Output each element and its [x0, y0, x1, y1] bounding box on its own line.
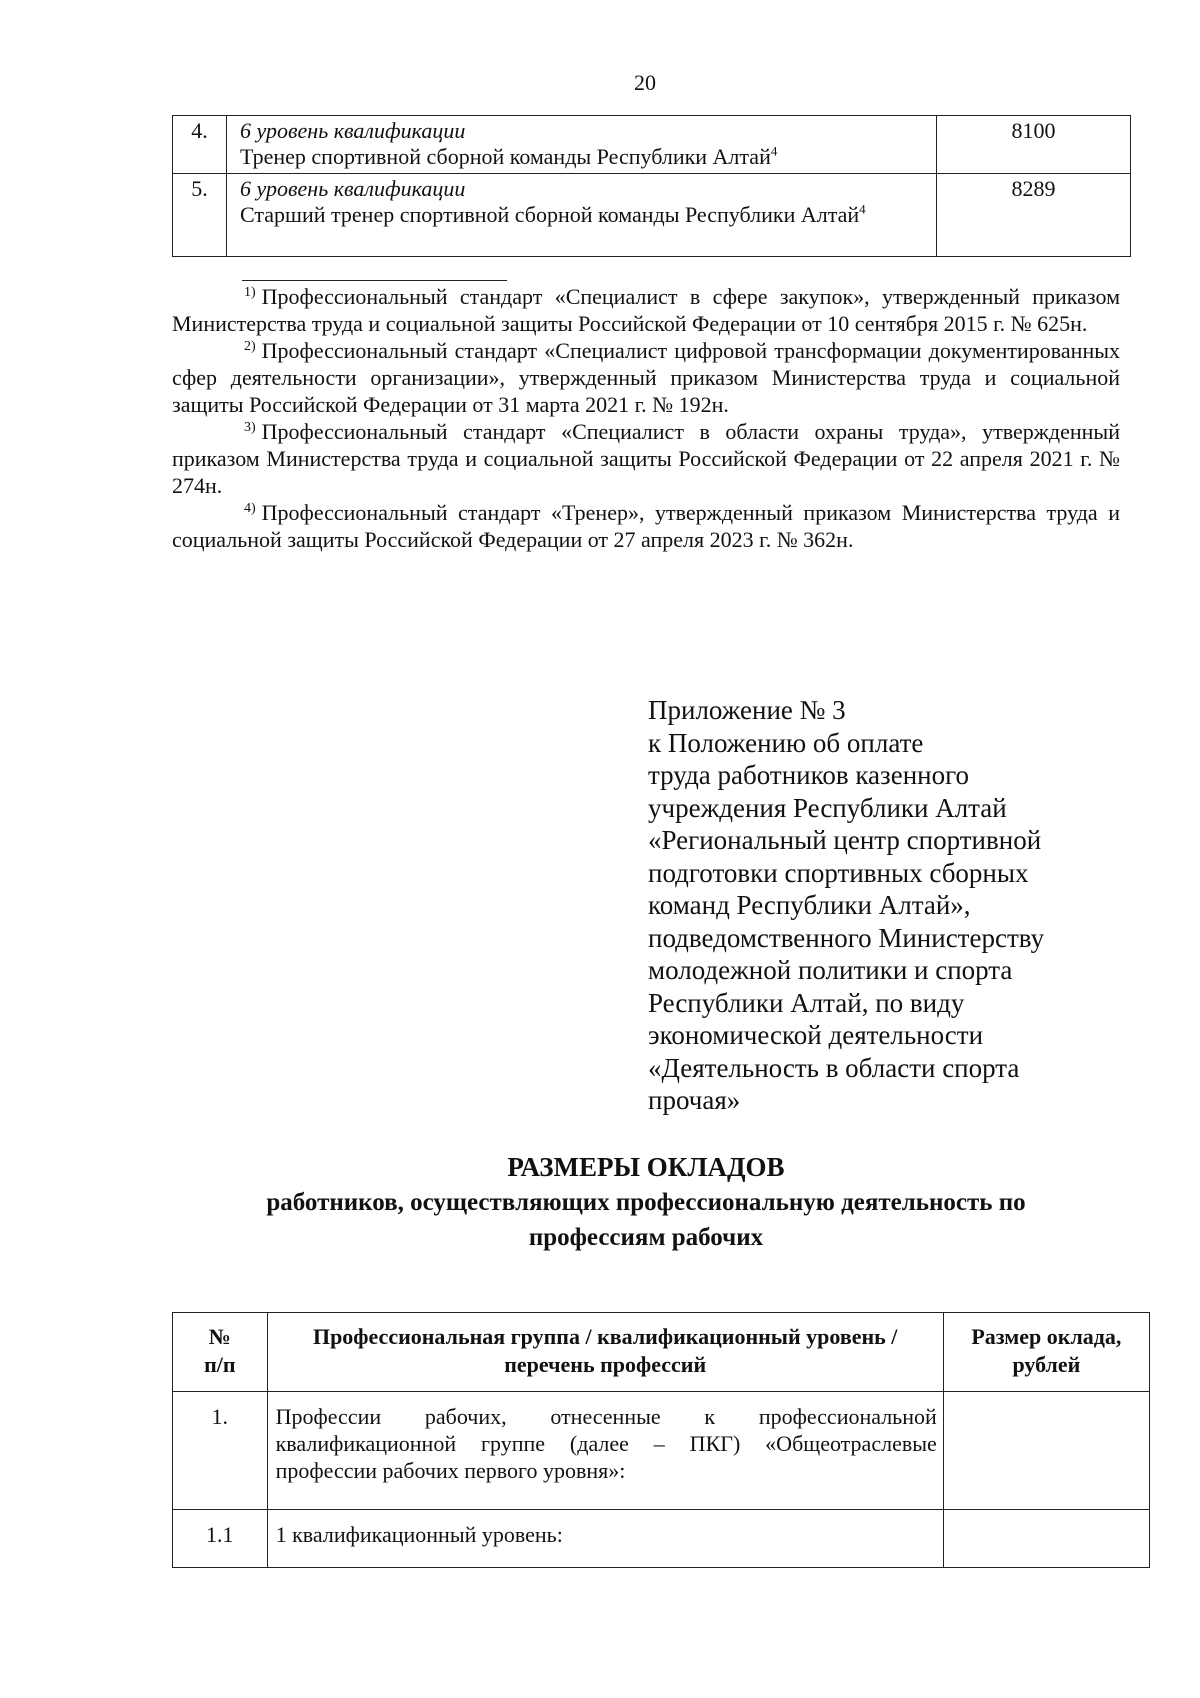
- salary-value: [943, 1392, 1149, 1510]
- header-num: [173, 1313, 268, 1392]
- appendix-line: учреждения Республики Алтай: [648, 792, 1007, 823]
- footnote-marker: 1): [244, 284, 256, 300]
- footnote-3: [172, 418, 1120, 499]
- footnote-text: Профессиональный стандарт «Тренер», утвержденный приказом Министерства труда и социальной защиты Российской Федерации от 27 апреля 2023 г. № 362н.: [172, 500, 1120, 552]
- header-num-line2: п/п: [204, 1352, 236, 1377]
- page-number: 20: [634, 70, 656, 95]
- row-number: 5.: [173, 174, 227, 257]
- footnote-divider: [242, 280, 507, 281]
- salary-table: [172, 1312, 1150, 1568]
- appendix-line: к Положению об оплате: [648, 727, 924, 758]
- heading-subtitle-line1: работников, осуществляющих профессиональную деятельность по: [266, 1189, 1026, 1216]
- appendix-line: команд Республики Алтай»,: [648, 890, 971, 920]
- appendix-line: «Деятельность в области спорта: [648, 1052, 1020, 1083]
- footnote-marker: 4): [244, 500, 256, 516]
- footnote-text: Профессиональный стандарт «Специалист в области охраны труда», утвержденный приказом Министерства труда и социальной защиты Российской Федерации от 22 апреля 2021 г. № 274н.: [172, 419, 1120, 498]
- appendix-line: труда работников казенного: [648, 760, 969, 790]
- footnote-text: Профессиональный стандарт «Специалист цифровой трансформации документированных сфер деятельности организации», утвержденный приказом Министерства труда и социальной защиты Российской Федерации от 31 марта 2021 г. № 192н.: [172, 338, 1120, 417]
- position-name: Тренер спортивной сборной команды Республики Алтай: [240, 144, 771, 169]
- footnote-1: [172, 283, 1120, 337]
- salary-value: 8100: [937, 116, 1131, 174]
- qualification-level: 6 уровень квалификации: [240, 176, 466, 201]
- footnote-marker: 3): [244, 419, 256, 435]
- position-name: Старший тренер спортивной сборной команды Республики Алтай: [240, 202, 860, 227]
- footnote-marker: 2): [244, 338, 256, 354]
- row-description: Профессии рабочих, отнесенные к профессиональной квалификационной группе (далее – ПКГ) «Общеотраслевые профессии рабочих первого уровня»:: [267, 1392, 943, 1510]
- footnote-4: [172, 499, 1120, 553]
- footnote-2: [172, 337, 1120, 418]
- row-description: 1 квалификационный уровень:: [267, 1510, 943, 1568]
- heading-title: РАЗМЕРЫ ОКЛАДОВ: [507, 1152, 785, 1182]
- footnote-ref: 4: [770, 143, 778, 159]
- header-salary: [943, 1313, 1149, 1392]
- row-number: 1.: [173, 1392, 268, 1510]
- appendix-reference: [648, 694, 1118, 1117]
- appendix-line: Республики Алтай, по виду: [648, 987, 965, 1018]
- table-header-row: [173, 1313, 1150, 1392]
- header-group: [267, 1313, 943, 1392]
- appendix-line: экономической деятельности: [648, 1020, 984, 1050]
- qualification-table-continued: [172, 115, 1131, 257]
- table-row: [173, 174, 1131, 257]
- header-num-line1: №: [208, 1324, 231, 1349]
- appendix-line: «Региональный центр спортивной: [648, 825, 1042, 855]
- salary-value: [943, 1510, 1149, 1568]
- footnotes: [172, 283, 1120, 553]
- appendix-line: молодежной политики и спорта: [648, 955, 1013, 985]
- table-row: [173, 1510, 1150, 1568]
- row-description: [227, 174, 937, 257]
- appendix-line: подготовки спортивных сборных: [648, 857, 1029, 888]
- appendix-line: подведомственного Министерству: [648, 922, 1045, 953]
- header-group-line2: перечень профессий: [504, 1352, 707, 1377]
- appendix-line: Приложение № 3: [648, 695, 846, 725]
- document-heading: [172, 1150, 1120, 1254]
- header-salary-line1: Размер оклада,: [971, 1324, 1122, 1349]
- row-number: 1.1: [173, 1510, 268, 1568]
- header-group-line1: Профессиональная группа / квалификационный уровень /: [312, 1324, 898, 1349]
- qualification-level: 6 уровень квалификации: [240, 118, 466, 143]
- footnote-text: Профессиональный стандарт «Специалист в сфере закупок», утвержденный приказом Министерства труда и социальной защиты Российской Федерации от 10 сентября 2015 г. № 625н.: [172, 284, 1120, 336]
- footnote-ref: 4: [859, 201, 866, 217]
- heading-subtitle-line2: профессиям рабочих: [528, 1224, 764, 1251]
- row-number: 4.: [173, 116, 227, 174]
- appendix-line: прочая»: [648, 1085, 741, 1115]
- row-description: [227, 116, 937, 174]
- table-row: [173, 1392, 1150, 1510]
- header-salary-line2: рублей: [1012, 1352, 1081, 1377]
- table-row: [173, 116, 1131, 174]
- salary-value: 8289: [937, 174, 1131, 257]
